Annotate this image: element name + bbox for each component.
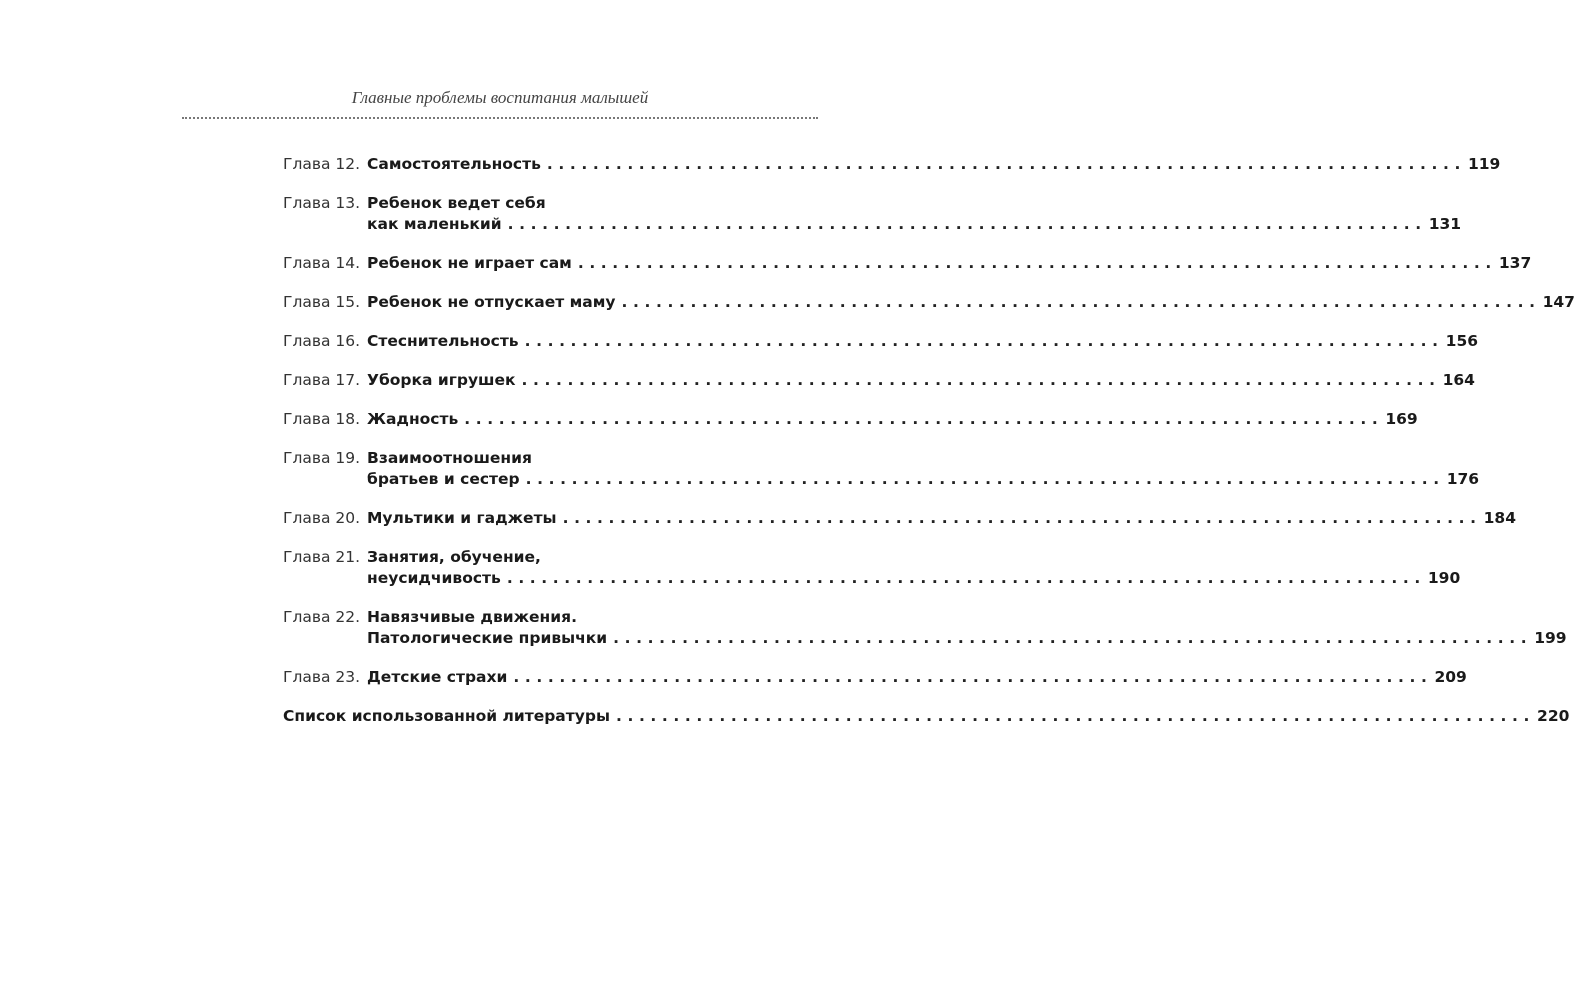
- chapter-title-line: [283, 706, 1569, 727]
- chapter-title-block: [367, 292, 1575, 313]
- toc-entry[interactable]: [283, 409, 1418, 430]
- dot-leader: ................................................................................: [507, 215, 1427, 233]
- chapter-title-block: [367, 607, 1567, 649]
- dot-leader: ................................................................................: [524, 332, 1444, 350]
- chapter-title: неусидчивость: [367, 569, 501, 587]
- dot-leader: ................................................................................: [506, 569, 1426, 587]
- chapter-title: как маленький: [367, 215, 502, 233]
- chapter-number: Глава 20.: [283, 509, 361, 527]
- chapter-number: Глава 21.: [283, 548, 361, 566]
- toc-entry[interactable]: [283, 331, 1479, 352]
- chapter-number: Глава 18.: [283, 410, 361, 428]
- chapter-title-line: [367, 628, 1567, 649]
- page-number: 169: [1385, 410, 1418, 428]
- chapter-title: Жадность: [367, 410, 459, 428]
- chapter-title: Уборка игрушек: [367, 371, 516, 389]
- chapter-title: Ребенок ведет себя: [367, 194, 546, 212]
- dot-leader: ................................................................................: [521, 371, 1441, 389]
- chapter-title-block: [367, 331, 1478, 352]
- chapter-number: Глава 16.: [283, 332, 361, 350]
- chapter-title-line: [367, 448, 1479, 469]
- page-number: 147: [1542, 293, 1575, 311]
- chapter-title-line: [367, 193, 1461, 214]
- toc-entry[interactable]: [283, 547, 1461, 589]
- chapter-title-block: [367, 667, 1467, 688]
- page-number: 209: [1434, 668, 1467, 686]
- header-rule: [182, 117, 818, 119]
- toc-entry[interactable]: [283, 706, 1570, 727]
- running-header: Главные проблемы воспитания малышей: [351, 88, 649, 107]
- chapter-title-line: [367, 154, 1500, 175]
- chapter-title: Ребенок не отпускает маму: [367, 293, 616, 311]
- toc-entry[interactable]: [283, 667, 1467, 688]
- chapter-title-line: [367, 568, 1460, 589]
- page-number: 220: [1537, 707, 1570, 725]
- page-number: 137: [1498, 254, 1532, 272]
- chapter-title: Мультики и гаджеты: [367, 509, 557, 527]
- chapter-title-block: [367, 547, 1460, 589]
- chapter-title: Взаимоотношения: [367, 449, 532, 467]
- dot-leader: ................................................................................: [546, 155, 1466, 173]
- dot-leader: ................................................................................: [464, 410, 1384, 428]
- chapter-title-line: [367, 469, 1479, 490]
- chapter-number: Глава 12.: [283, 155, 361, 173]
- page-number: 131: [1428, 215, 1462, 233]
- chapter-title-block: [367, 409, 1418, 430]
- chapter-title-block: [367, 193, 1461, 235]
- toc-entry[interactable]: [283, 448, 1480, 490]
- chapter-title-block: [367, 448, 1479, 490]
- page-number: 156: [1445, 332, 1479, 350]
- toc-entry[interactable]: [283, 508, 1516, 529]
- page-number: 184: [1483, 509, 1516, 527]
- chapter-title-line: [367, 292, 1575, 313]
- chapter-title-block: [283, 706, 1569, 727]
- chapter-title: Стеснительность: [367, 332, 519, 350]
- dot-leader: ................................................................................: [577, 254, 1497, 272]
- chapter-title: Патологические привычки: [367, 629, 608, 647]
- chapter-number: Глава 17.: [283, 371, 361, 389]
- chapter-title-block: [367, 154, 1500, 175]
- dot-leader: ................................................................................: [615, 707, 1536, 725]
- chapter-title-block: [367, 370, 1475, 391]
- toc-entry[interactable]: [283, 154, 1501, 175]
- page-number: 199: [1534, 629, 1567, 647]
- chapter-title: Ребенок не играет сам: [367, 254, 572, 272]
- dot-leader: ................................................................................: [613, 629, 1533, 647]
- chapter-number: Глава 23.: [283, 668, 361, 686]
- dot-leader: ................................................................................: [513, 668, 1433, 686]
- chapter-title-line: [367, 370, 1475, 391]
- chapter-title: Занятия, обучение,: [367, 548, 541, 566]
- chapter-title-line: [367, 508, 1516, 529]
- table-of-contents: [283, 154, 1575, 745]
- chapter-title-line: [367, 607, 1567, 628]
- chapter-title-block: [367, 253, 1531, 274]
- toc-entry[interactable]: [283, 370, 1475, 391]
- dot-leader: ................................................................................: [525, 470, 1445, 488]
- page-number: 190: [1427, 569, 1461, 587]
- dot-leader: ................................................................................: [562, 509, 1482, 527]
- toc-entry[interactable]: [283, 292, 1575, 313]
- chapter-number: Глава 19.: [283, 449, 361, 467]
- chapter-number: Глава 15.: [283, 293, 361, 311]
- chapter-title: Самостоятельность: [367, 155, 541, 173]
- chapter-title: Навязчивые движения.: [367, 608, 577, 626]
- page-number: 119: [1467, 155, 1501, 173]
- chapter-title-line: [367, 253, 1531, 274]
- chapter-title-line: [367, 331, 1478, 352]
- chapter-title-line: [367, 409, 1418, 430]
- chapter-title-line: [367, 547, 1460, 568]
- chapter-title-block: [367, 508, 1516, 529]
- chapter-title: Список использованной литературы: [283, 707, 610, 725]
- chapter-title-line: [367, 667, 1467, 688]
- dot-leader: ................................................................................: [621, 293, 1541, 311]
- chapter-title-line: [367, 214, 1461, 235]
- chapter-title: братьев и сестер: [367, 470, 520, 488]
- page-number: 176: [1446, 470, 1480, 488]
- chapter-number: Глава 13.: [283, 194, 361, 212]
- toc-entry[interactable]: [283, 607, 1567, 649]
- chapter-number: Глава 22.: [283, 608, 361, 626]
- toc-entry[interactable]: [283, 253, 1532, 274]
- chapter-title: Детские страхи: [367, 668, 508, 686]
- page-number: 164: [1442, 371, 1475, 389]
- chapter-number: Глава 14.: [283, 254, 361, 272]
- toc-entry[interactable]: [283, 193, 1462, 235]
